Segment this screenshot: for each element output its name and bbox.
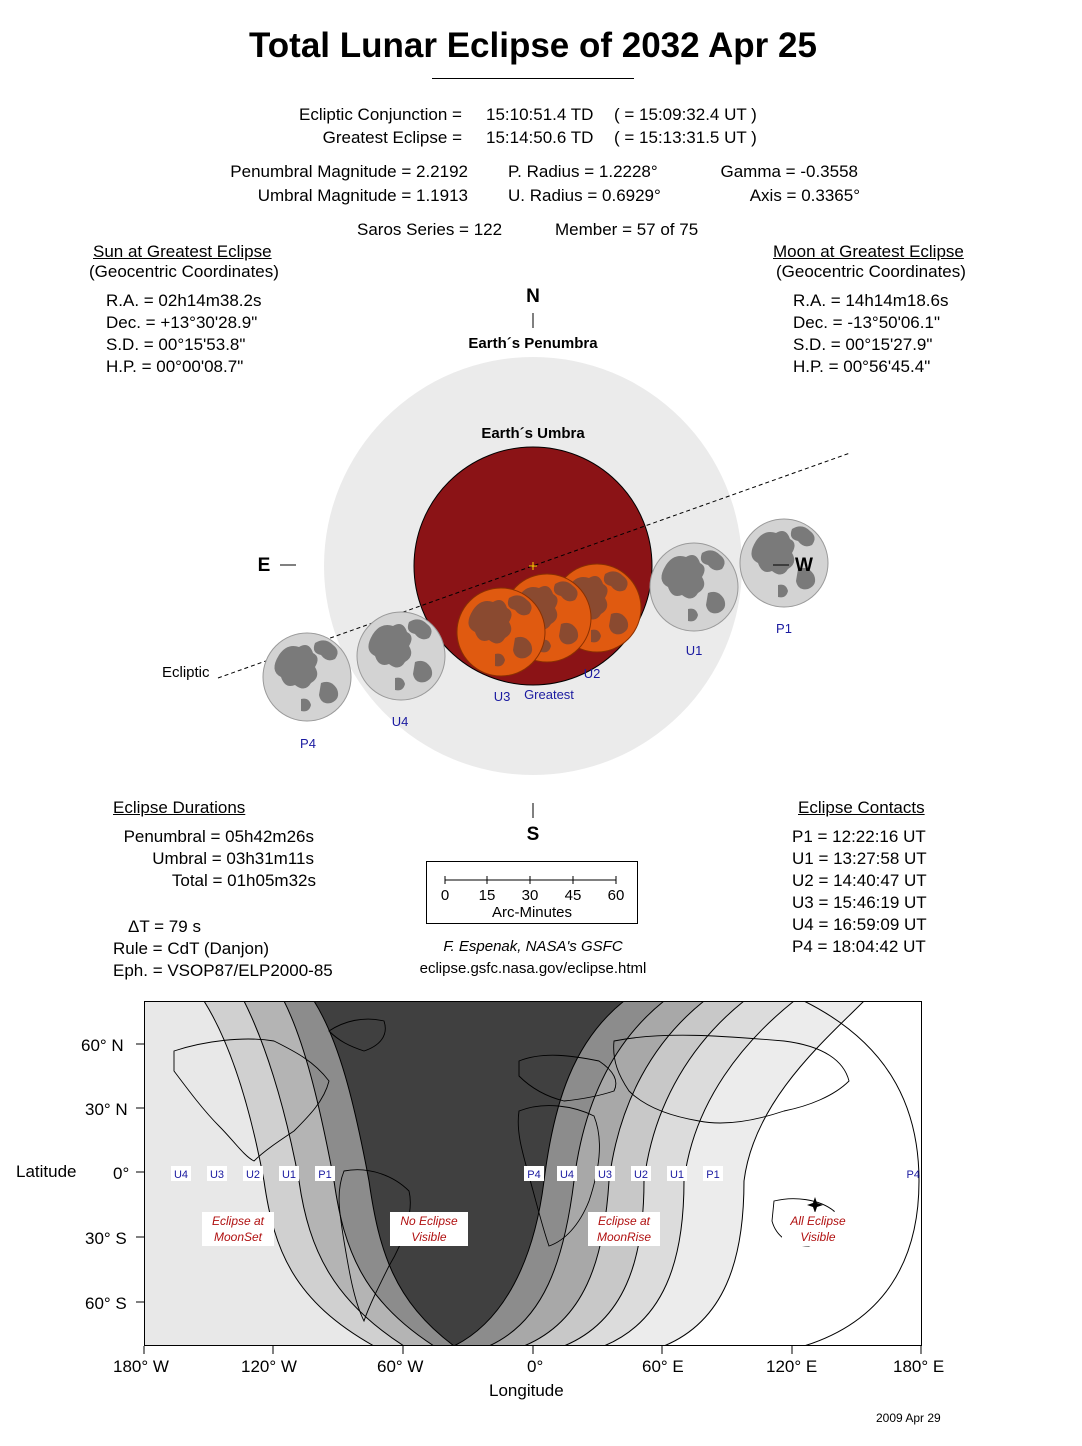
page-title: Total Lunar Eclipse of 2032 Apr 25 (249, 26, 817, 65)
west-label: W (795, 555, 813, 576)
region-moonset-line2: MoonSet (213, 1230, 263, 1244)
region-moonrise-line1: Eclipse at (597, 1214, 651, 1228)
contact-label-greatest: Greatest (524, 687, 574, 702)
contact-label-p1: P1 (776, 621, 792, 636)
arc-minute-scale (426, 861, 639, 925)
scale-tick-60: 60 (607, 887, 625, 904)
moon-p4 (263, 633, 351, 721)
conjunction-label: Ecliptic Conjunction = (298, 105, 462, 124)
eclipse-path-diagram (0, 280, 1082, 860)
moon-ra: R.A. = 14h14m18.6s (793, 291, 949, 310)
moon-p1 (740, 519, 828, 607)
region-moonrise-line2: MoonRise (596, 1230, 652, 1244)
lat-tick-30n: 30° N (85, 1100, 128, 1119)
moon-heading: Moon at Greatest Eclipse (773, 242, 964, 261)
footer-date: 2009 Apr 29 (876, 1411, 941, 1425)
north-label: N (526, 286, 540, 307)
contact-label-u3: U3 (493, 689, 511, 704)
contact-u3: U3 = 15:46:19 UT (792, 893, 927, 912)
contact-u4: U4 = 16:59:09 UT (792, 915, 927, 934)
penumbral-magnitude: Penumbral Magnitude = 2.2192 (230, 162, 468, 181)
zone-label-p1-right: P1 (706, 1169, 720, 1181)
gamma: Gamma = -0.3558 (720, 162, 858, 181)
lon-tick-180w: 180° W (113, 1357, 169, 1376)
scale-tick-15: 15 (478, 887, 496, 904)
contact-label-p4: P4 (300, 736, 316, 751)
lon-tick-120w: 120° W (241, 1357, 297, 1376)
scale-tick-0: 0 (440, 887, 450, 904)
region-none-line2: Visible (411, 1230, 447, 1244)
zone-label-p4-right: P4 (527, 1169, 541, 1181)
contact-label-u2: U2 (583, 666, 601, 681)
sun-ra: R.A. = 02h14m38.2s (106, 291, 262, 310)
zone-label-u4-right: U4 (559, 1169, 575, 1181)
contact-p1: P1 = 12:22:16 UT (792, 827, 926, 846)
scale-tick-30: 30 (521, 887, 539, 904)
map-axis-ticks (130, 1000, 936, 1360)
latitude-title: Latitude (16, 1162, 77, 1181)
axis: Axis = 0.3365° (749, 186, 860, 205)
zone-label-u1-left: U1 (281, 1169, 297, 1181)
contact-u2: U2 = 14:40:47 UT (792, 871, 927, 890)
zone-label-u3-left: U3 (209, 1169, 225, 1181)
zone-label-u4-left: U4 (173, 1169, 189, 1181)
zone-label-u2-left: U2 (245, 1169, 261, 1181)
lon-tick-60w: 60° W (377, 1357, 424, 1376)
moon-dec: Dec. = -13°50'06.1" (793, 313, 940, 332)
duration-penumbral: Penumbral = 05h42m26s (123, 827, 314, 846)
sun-dec: Dec. = +13°30'28.9" (106, 313, 258, 332)
conjunction-ut: ( = 15:09:32.4 UT ) (614, 105, 757, 124)
sun-subheading: (Geocentric Coordinates) (89, 262, 279, 281)
penumbra-label: Earth´s Penumbra (468, 335, 598, 352)
moon-sd: S.D. = 00°15'27.9" (793, 335, 933, 354)
lon-tick-120e: 120° E (766, 1357, 818, 1376)
east-label: E (257, 555, 271, 576)
sun-sd: S.D. = 00°15'53.8" (106, 335, 246, 354)
umbra-radius: U. Radius = 0.6929° (508, 186, 661, 205)
region-all-line2: Visible (800, 1230, 836, 1244)
zone-label-u1-right: U1 (669, 1169, 685, 1181)
region-moonset-line1: Eclipse at (211, 1214, 265, 1228)
contact-u1: U1 = 13:27:58 UT (792, 849, 927, 868)
contacts-heading: Eclipse Contacts (798, 798, 925, 817)
lat-tick-60s: 60° S (85, 1294, 127, 1313)
scale-label: Arc-Minutes (491, 904, 573, 921)
credit-author: F. Espenak, NASA's GSFC (443, 938, 623, 955)
durations-heading: Eclipse Durations (113, 798, 246, 817)
moon-u3 (457, 588, 545, 676)
region-none-line1: No Eclipse (400, 1214, 458, 1228)
south-label: S (526, 824, 540, 845)
ecliptic-label: Ecliptic (162, 664, 210, 681)
saros-member: Member = 57 of 75 (555, 220, 699, 239)
greatest-eclipse-label: Greatest Eclipse = (322, 128, 462, 147)
credit-url: eclipse.gsfc.nasa.gov/eclipse.html (419, 960, 647, 977)
umbra-label: Earth´s Umbra (481, 425, 585, 442)
delta-t: ΔT = 79 s (128, 917, 201, 936)
lon-tick-0: 0° (527, 1357, 544, 1376)
rule: Rule = CdT (Danjon) (113, 939, 270, 958)
duration-total: Total = 01h05m32s (171, 871, 316, 890)
zone-label-u2-right: U2 (633, 1169, 649, 1181)
lon-tick-60e: 60° E (642, 1357, 684, 1376)
duration-umbral: Umbral = 03h31m11s (152, 849, 314, 868)
zone-label-p4-edge: P4 (906, 1169, 920, 1181)
longitude-title: Longitude (489, 1381, 564, 1400)
greatest-eclipse-td: 15:14:50.6 TD (486, 128, 594, 147)
lat-tick-0: 0° (113, 1164, 130, 1183)
title-underline (432, 78, 634, 79)
sun-heading: Sun at Greatest Eclipse (93, 242, 272, 261)
lat-tick-60n: 60° N (81, 1036, 124, 1055)
greatest-eclipse-ut: ( = 15:13:31.5 UT ) (614, 128, 757, 147)
ephemeris: Eph. = VSOP87/ELP2000-85 (113, 961, 333, 980)
moon-subheading: (Geocentric Coordinates) (776, 262, 966, 281)
moon-u4 (357, 612, 445, 700)
contact-label-u4: U4 (391, 714, 409, 729)
lon-tick-180e: 180° E (893, 1357, 945, 1376)
lat-tick-30s: 30° S (85, 1229, 127, 1248)
zone-label-p1-left: P1 (318, 1169, 332, 1181)
contact-label-u1: U1 (685, 643, 703, 658)
moon-hp: H.P. = 00°56'45.4" (793, 357, 931, 376)
region-all-line1: All Eclipse (790, 1214, 846, 1228)
zone-label-u3-right: U3 (597, 1169, 613, 1181)
saros-series: Saros Series = 122 (357, 220, 503, 239)
scale-tick-45: 45 (564, 887, 582, 904)
conjunction-td: 15:10:51.4 TD (486, 105, 594, 124)
contact-p4: P4 = 18:04:42 UT (792, 937, 926, 956)
umbral-magnitude: Umbral Magnitude = 1.1913 (257, 186, 468, 205)
moon-u1 (650, 543, 738, 631)
penumbra-radius: P. Radius = 1.2228° (508, 162, 658, 181)
sun-hp: H.P. = 00°00'08.7" (106, 357, 244, 376)
